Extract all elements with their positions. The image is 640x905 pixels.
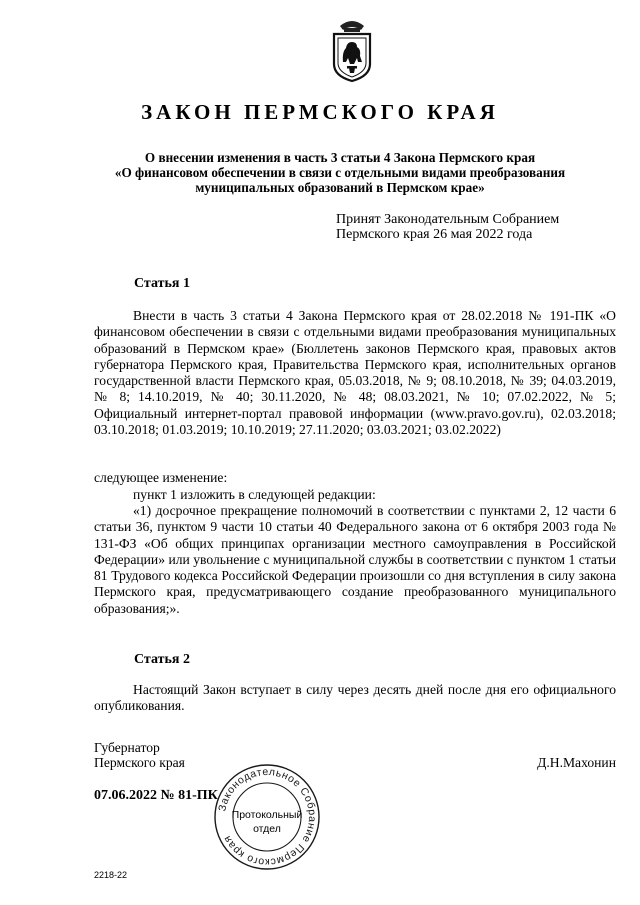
stamp-ring-text: Законодательное Собрание Пермского края bbox=[216, 765, 319, 869]
position-line: Губернатор bbox=[94, 740, 160, 755]
article-1-point-intro: пункт 1 изложить в следующей редакции: bbox=[133, 487, 376, 502]
article-1-body bbox=[94, 308, 616, 438]
stamp-center-line: Протокольный bbox=[231, 809, 303, 821]
registration-code: 2218-22 bbox=[94, 870, 128, 880]
stamp-center-text bbox=[227, 808, 307, 836]
document-subtitle bbox=[60, 150, 620, 195]
stamp-center-line: отдел bbox=[253, 823, 281, 835]
document-title: ЗАКОН ПЕРМСКОГО КРАЯ bbox=[141, 100, 499, 124]
signatory-position bbox=[94, 740, 185, 770]
document-date-number: 07.06.2022 № 81-ПК bbox=[94, 788, 218, 803]
article-2-text: Настоящий Закон вступает в силу через десять дней после дня его официального опубликования. bbox=[94, 682, 616, 714]
article-1-continuation: следующее изменение: bbox=[94, 470, 228, 485]
adoption-line: Пермского края 26 мая 2022 года bbox=[336, 227, 533, 242]
article-1-heading: Статья 1 bbox=[134, 276, 190, 291]
article-1-intro: Внести в часть 3 статьи 4 Закона Пермского края от 28.02.2018 № 191-ПК «О финансовом обеспечении в связи с отдельными видами преобразования муниципальных образований в Пермском крае» (Бюллетень законов Пермского края, правовых актов губернатора Пермского края, Правительства Пермского края, исполнительных органов государственной власти Пермского края, 05.03.2018, № 9; 08.10.2018, № 39; 04.03.2019, № 8; 14.10.2019, № 40; 30.11.2020, № 48; 08.03.2021, № 10; 07.02.2022, № 5; Официальный интернет-портал правовой информации (www.pravo.gov.ru), 02.03.2018; 03.10.2018; 01.03.2019; 10.10.2019; 27.11.2020; 03.03.2021; 03.02.2022) bbox=[94, 308, 616, 438]
subtitle-line: «О финансовом обеспечении в связи с отдельными видами преобразования bbox=[114, 165, 566, 180]
perm-krai-coat-of-arms-icon bbox=[330, 18, 374, 82]
article-1-point-text: «1) досрочное прекращение полномочий в соответствии с пунктами 2, 12 части 6 статьи 36, пунктом 9 части 10 статьи 40 Федерального закона от 6 октября 2003 года № 131-ФЗ «Об общих принципах организации местного самоуправления в Российской Федерации» или увольнение с муниципальной службы в соответствии с пунктом 1 статьи 81 Трудового кодекса Российской Федерации произошли со дня вступления в силу закона Пермского края, предусматривающего создание преобразованного муниципального образования;». bbox=[94, 503, 616, 616]
subtitle-line: муниципальных образований в Пермском крае» bbox=[195, 180, 485, 195]
adoption-line: Принят Законодательным Собранием bbox=[336, 212, 560, 227]
position-line: Пермского края bbox=[94, 755, 185, 770]
signatory-name: Д.Н.Махонин bbox=[537, 755, 616, 770]
article-2-heading: Статья 2 bbox=[134, 652, 190, 667]
adoption-note bbox=[336, 212, 616, 242]
subtitle-line: О внесении изменения в часть 3 статьи 4 Закона Пермского края bbox=[144, 150, 536, 165]
